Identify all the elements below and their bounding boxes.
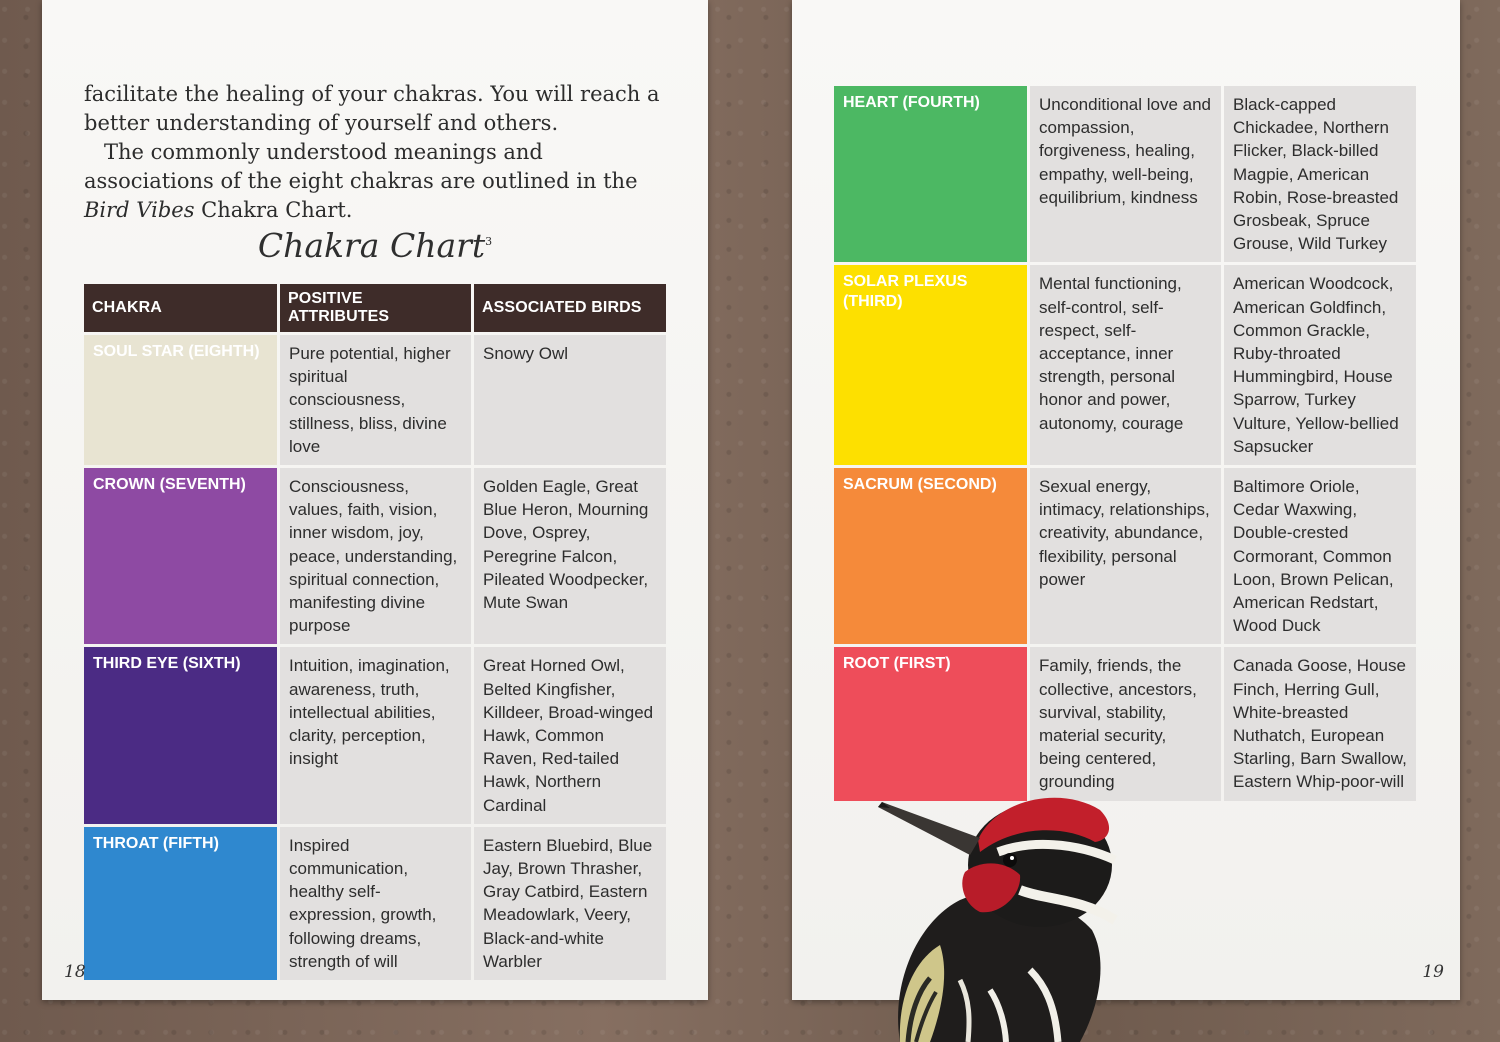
table-row xyxy=(84,647,666,823)
table-row xyxy=(834,468,1416,644)
chakra-table-right xyxy=(831,83,1419,804)
intro-paragraph-2-end: Chakra Chart. xyxy=(194,198,353,222)
birds-cell: Black-capped Chickadee, Northern Flicker, Black-billed Magpie, American Robin, Rose-breasted Grosbeak, Spruce Grouse, Wild Turkey xyxy=(1224,86,1416,262)
table-row xyxy=(834,647,1416,800)
intro-paragraph-2-text: The commonly understood meanings and associations of the eight chakras are outlined in the xyxy=(84,140,638,193)
table-header-row xyxy=(84,284,666,332)
birds-cell: Great Horned Owl, Belted Kingfisher, Killdeer, Broad-winged Hawk, Common Raven, Red-tailed Hawk, Northern Cardinal xyxy=(474,647,666,823)
intro-text xyxy=(84,80,674,225)
chakra-name-cell: SOUL STAR (EIGHTH) xyxy=(84,335,277,465)
birds-cell: Eastern Bluebird, Blue Jay, Brown Thrasher, Gray Catbird, Eastern Meadowlark, Veery, Black-and-white Warbler xyxy=(474,827,666,980)
chakra-name-cell: SOLAR PLEXUS (THIRD) xyxy=(834,265,1027,465)
page-number-left: 18 xyxy=(64,962,86,982)
chakra-name-cell: SACRUM (SECOND) xyxy=(834,468,1027,644)
attributes-cell: Intuition, imagination, awareness, truth, intellectual abilities, clarity, perception, insight xyxy=(280,647,471,823)
footnote-marker: 3 xyxy=(485,235,493,248)
chart-title-text: Chakra Chart xyxy=(257,226,486,265)
header-chakra: CHAKRA xyxy=(84,284,277,332)
page-number-right: 19 xyxy=(1422,962,1444,982)
attributes-cell: Family, friends, the collective, ancestors, survival, stability, material security, being centered, grounding xyxy=(1030,647,1221,800)
table-row xyxy=(84,335,666,465)
attributes-cell: Mental functioning, self-control, self-respect, self-acceptance, inner strength, personal honor and power, autonomy, courage xyxy=(1030,265,1221,465)
attributes-cell: Consciousness, values, faith, vision, inner wisdom, joy, peace, understanding, spiritual connection, manifesting divine purpose xyxy=(280,468,471,644)
table-row xyxy=(834,265,1416,465)
birds-cell: Baltimore Oriole, Cedar Waxwing, Double-crested Cormorant, Common Loon, Brown Pelican, American Redstart, Wood Duck xyxy=(1224,468,1416,644)
book-title-italic: Bird Vibes xyxy=(84,198,195,222)
table-row xyxy=(84,827,666,980)
chakra-name-cell: CROWN (SEVENTH) xyxy=(84,468,277,644)
chakra-name-cell: THIRD EYE (SIXTH) xyxy=(84,647,277,823)
header-associated-birds: ASSOCIATED BIRDS xyxy=(474,284,666,332)
chakra-table-left xyxy=(81,281,669,983)
table-row xyxy=(84,468,666,644)
chakra-name-cell: ROOT (FIRST) xyxy=(834,647,1027,800)
left-page xyxy=(42,0,708,1000)
birds-cell: Snowy Owl xyxy=(474,335,666,465)
header-positive-attributes: POSITIVE ATTRIBUTES xyxy=(280,284,471,332)
intro-paragraph-2 xyxy=(84,138,674,225)
attributes-cell: Inspired communication, healthy self-expression, growth, following dreams, strength of will xyxy=(280,827,471,980)
attributes-cell: Unconditional love and compassion, forgiveness, healing, empathy, well-being, equilibrium, kindness xyxy=(1030,86,1221,262)
birds-cell: Canada Goose, House Finch, Herring Gull, White-breasted Nuthatch, European Starling, Barn Swallow, Eastern Whip-poor-will xyxy=(1224,647,1416,800)
chart-title xyxy=(42,226,708,265)
chakra-name-cell: THROAT (FIFTH) xyxy=(84,827,277,980)
intro-paragraph-1: facilitate the healing of your chakras. You will reach a better understanding of yourself and others. xyxy=(84,82,660,135)
birds-cell: American Woodcock, American Goldfinch, Common Grackle, Ruby-throated Hummingbird, House Sparrow, Turkey Vulture, Yellow-bellied Sapsucker xyxy=(1224,265,1416,465)
chakra-name-cell: HEART (FOURTH) xyxy=(834,86,1027,262)
attributes-cell: Pure potential, higher spiritual consciousness, stillness, bliss, divine love xyxy=(280,335,471,465)
table-row xyxy=(834,86,1416,262)
woodpecker-illustration xyxy=(830,780,1130,1042)
attributes-cell: Sexual energy, intimacy, relationships, creativity, abundance, flexibility, personal power xyxy=(1030,468,1221,644)
birds-cell: Golden Eagle, Great Blue Heron, Mourning Dove, Osprey, Peregrine Falcon, Pileated Woodpecker, Mute Swan xyxy=(474,468,666,644)
